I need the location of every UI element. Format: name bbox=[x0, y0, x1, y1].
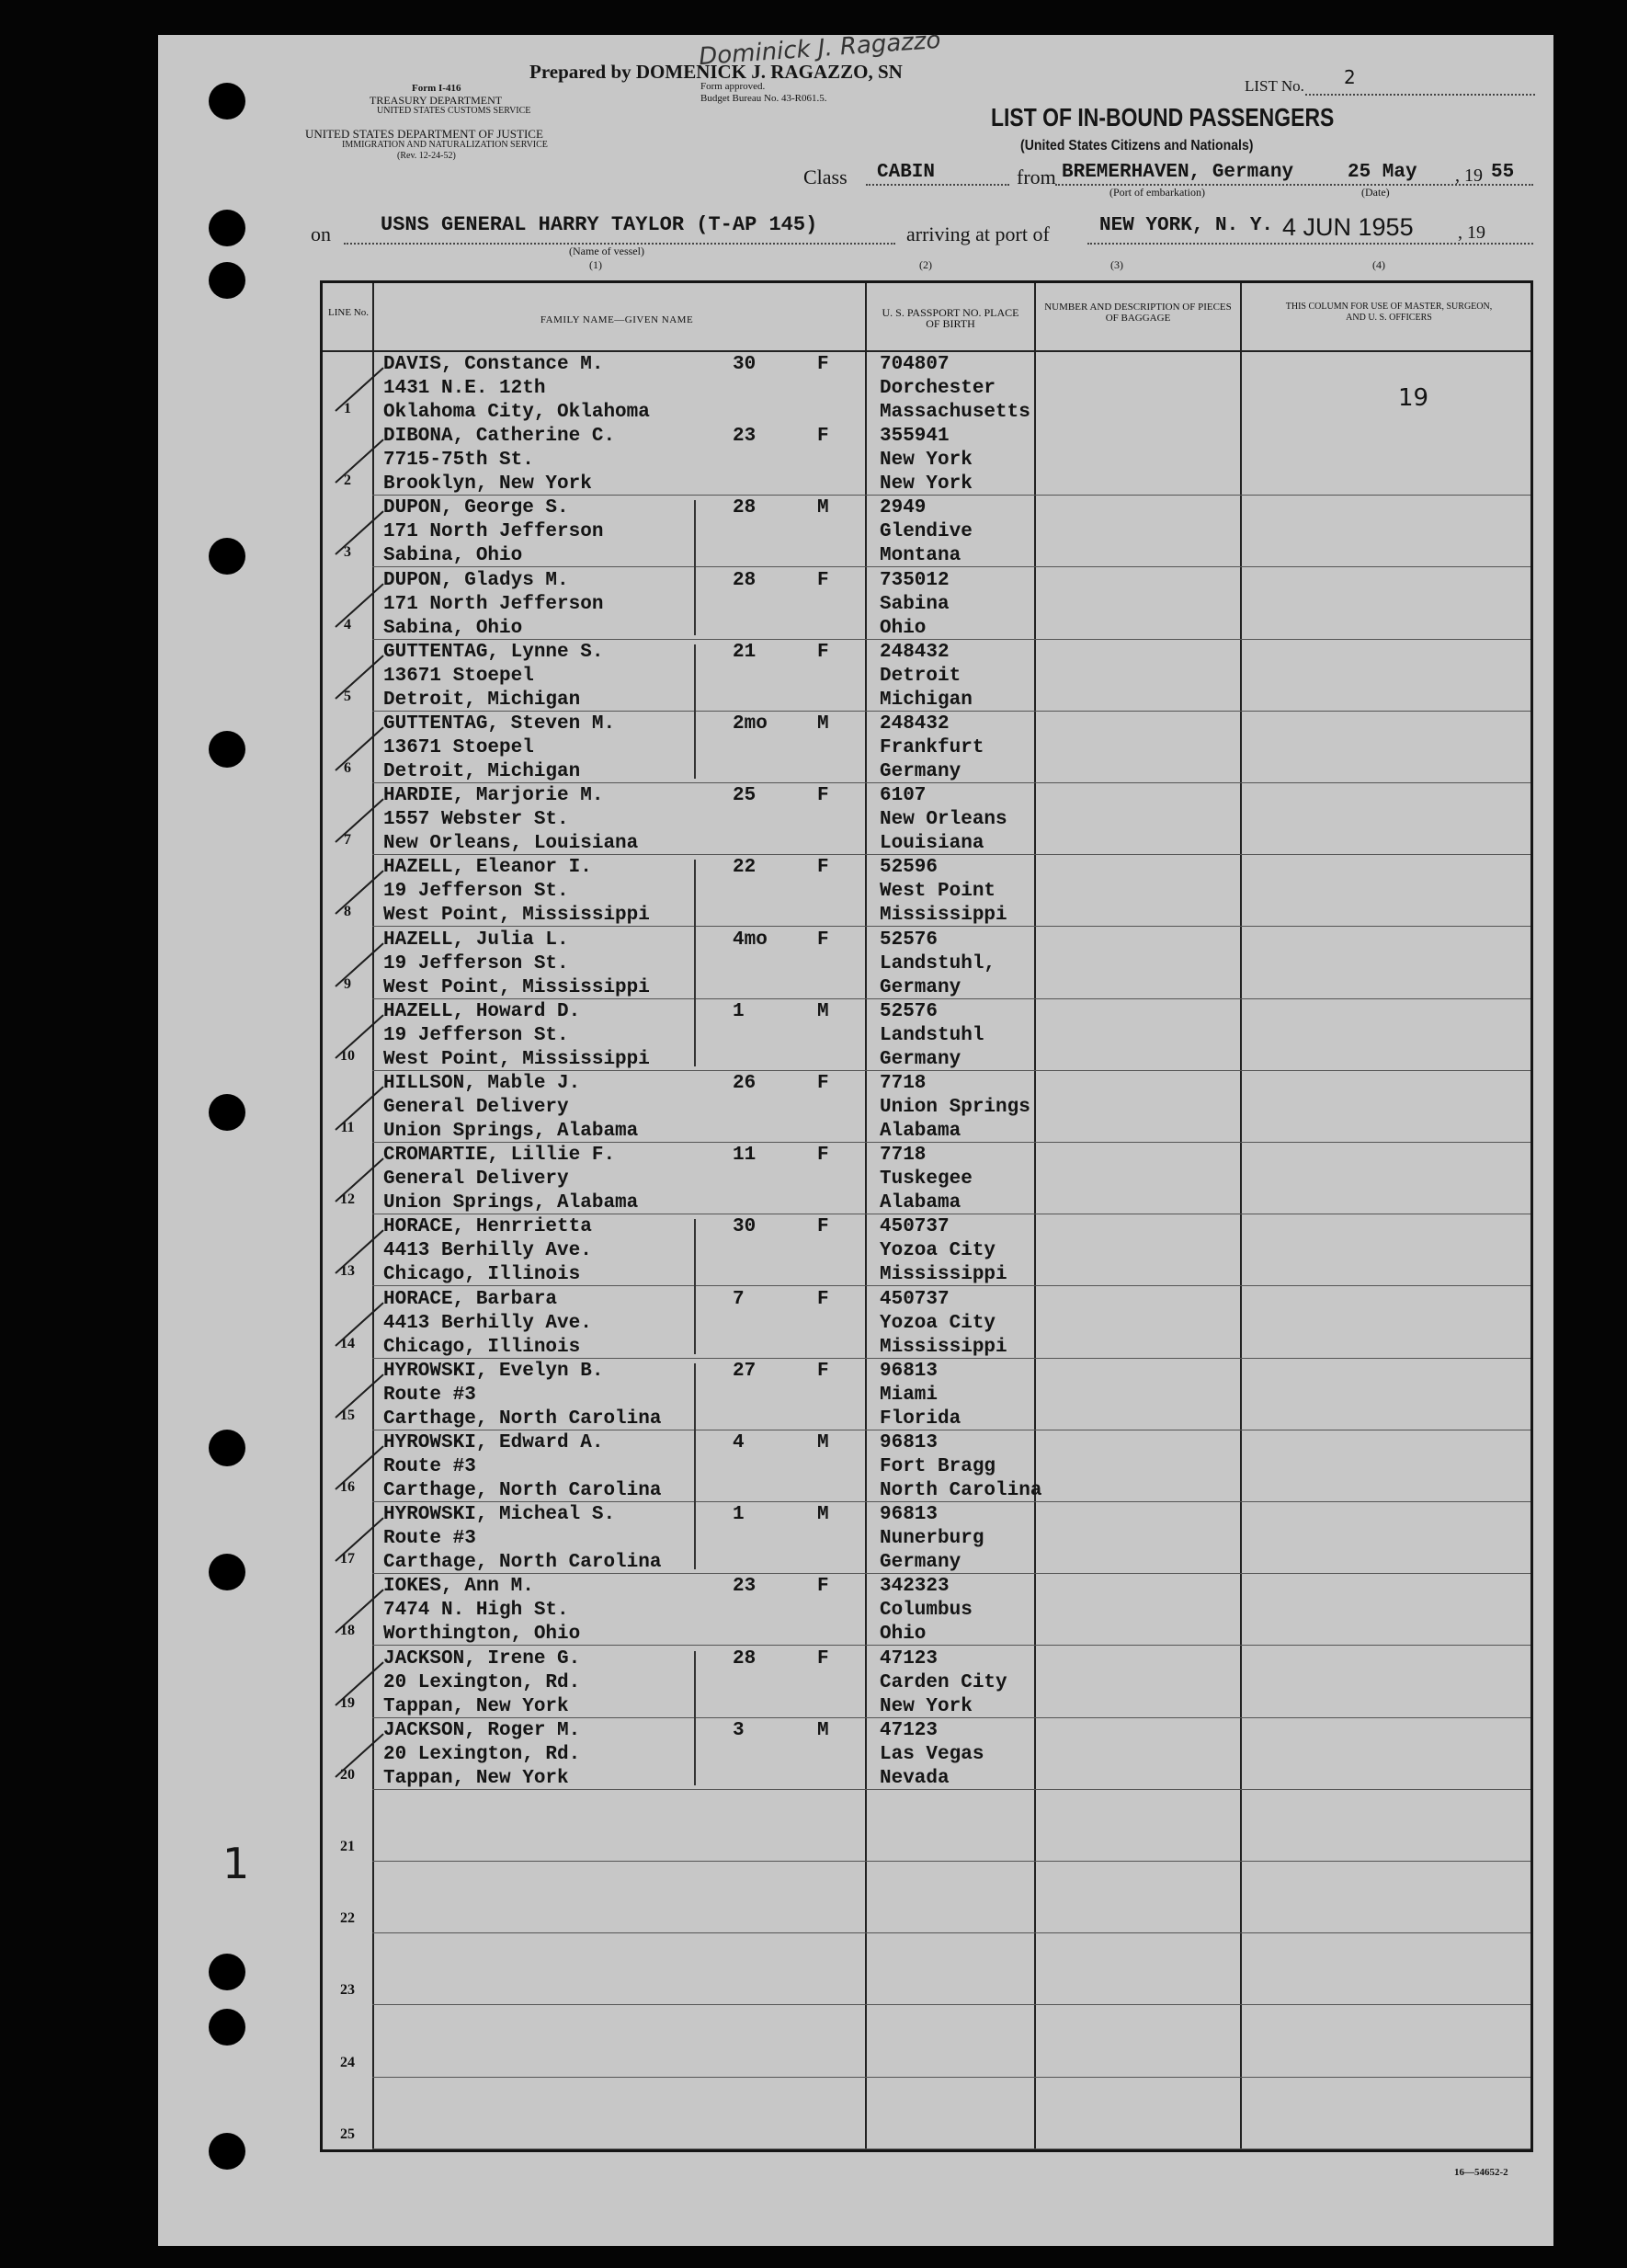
address-line-1: Route #3 bbox=[383, 1528, 476, 1550]
birth-city: Landstuhl, bbox=[880, 952, 996, 974]
line-number: 4 bbox=[344, 616, 351, 633]
passport-number: 96813 bbox=[880, 1504, 939, 1526]
address-line-1: 20 Lexington, Rd. bbox=[383, 1743, 581, 1765]
sex: F bbox=[817, 1216, 829, 1238]
justice-dept: UNITED STATES DEPARTMENT OF JUSTICE bbox=[305, 127, 543, 141]
sex: M bbox=[817, 497, 829, 519]
address-line-2: New Orleans, Louisiana bbox=[383, 833, 639, 855]
passport-number: 704807 bbox=[880, 354, 950, 375]
line-number: 17 bbox=[340, 1551, 355, 1567]
line-number: 18 bbox=[340, 1623, 355, 1639]
address-line-2: West Point, Mississippi bbox=[383, 1048, 650, 1070]
column-number-4: (4) bbox=[1372, 258, 1385, 271]
from-label: from bbox=[1017, 165, 1056, 188]
address-line-1: 13671 Stoepel bbox=[383, 665, 534, 687]
passenger-name: DAVIS, Constance M. bbox=[383, 354, 604, 375]
address-line-2: Brooklyn, New York bbox=[383, 473, 592, 496]
line-number: 16 bbox=[340, 1479, 355, 1495]
form-subtitle: (United States Citizens and Nationals) bbox=[1020, 138, 1254, 154]
address-line-2: Chicago, Illinois bbox=[383, 1264, 581, 1286]
sex: F bbox=[817, 857, 829, 879]
rev-label: (Rev. 12-24-52) bbox=[397, 151, 456, 161]
birth-city: Tuskegee bbox=[880, 1168, 973, 1191]
from-date: 25 May bbox=[1348, 162, 1417, 183]
age: 7 bbox=[733, 1288, 745, 1310]
address-line-2: Detroit, Michigan bbox=[383, 689, 581, 711]
row-divider bbox=[372, 2148, 1530, 2149]
birth-city: Union Springs bbox=[880, 1097, 1030, 1118]
birth-city: Yozoa City bbox=[880, 1240, 996, 1262]
vessel-caption: (Name of vessel) bbox=[569, 245, 644, 257]
family-bracket bbox=[694, 860, 696, 1066]
prepared-by: Prepared by DOMENICK J. RAGAZZO, SN bbox=[529, 61, 903, 83]
age: 28 bbox=[733, 569, 757, 591]
passenger-name: HYROWSKI, Edward A. bbox=[383, 1432, 604, 1453]
birth-state: Massachusetts bbox=[880, 402, 1030, 423]
birth-city: Columbus bbox=[880, 1600, 973, 1622]
punch-hole bbox=[209, 538, 245, 575]
birth-city: Detroit bbox=[880, 665, 961, 687]
age: 23 bbox=[733, 1576, 757, 1598]
line-number: 6 bbox=[344, 760, 351, 776]
address-line-2: West Point, Mississippi bbox=[383, 976, 650, 998]
age: 26 bbox=[733, 1073, 757, 1094]
line-number: 9 bbox=[344, 975, 351, 992]
address-line-1: 13671 Stoepel bbox=[383, 737, 534, 758]
birth-state: Mississippi bbox=[880, 1336, 1007, 1358]
birth-state: Germany bbox=[880, 1552, 961, 1574]
punch-hole bbox=[209, 1430, 245, 1466]
column-divider bbox=[1240, 283, 1242, 2149]
column-divider bbox=[1034, 283, 1036, 2149]
date-caption: (Date) bbox=[1361, 186, 1390, 199]
address-line-2: West Point, Mississippi bbox=[383, 905, 650, 927]
column-divider bbox=[865, 283, 867, 2149]
line-number: 20 bbox=[340, 1766, 355, 1783]
sex: F bbox=[817, 1360, 829, 1382]
family-bracket bbox=[694, 644, 696, 779]
address-line-2: Detroit, Michigan bbox=[383, 761, 581, 782]
birth-state: Louisiana bbox=[880, 833, 984, 855]
ins-label: IMMIGRATION AND NATURALIZATION SERVICE bbox=[342, 140, 548, 150]
family-bracket bbox=[694, 1651, 696, 1785]
birth-city: New Orleans bbox=[880, 809, 1007, 831]
birth-city: West Point bbox=[880, 881, 996, 903]
birth-city: Frankfurt bbox=[880, 737, 984, 758]
passenger-name: HARDIE, Marjorie M. bbox=[383, 785, 604, 807]
passenger-name: HILLSON, Mable J. bbox=[383, 1073, 581, 1094]
line-number: 12 bbox=[340, 1191, 355, 1208]
sex: F bbox=[817, 641, 829, 663]
passenger-name: CROMARTIE, Lillie F. bbox=[383, 1145, 616, 1167]
age: 1 bbox=[733, 1000, 745, 1022]
punch-hole bbox=[209, 731, 245, 768]
birth-city: Nunerburg bbox=[880, 1528, 984, 1550]
punch-hole bbox=[209, 1094, 245, 1131]
birth-state: Alabama bbox=[880, 1192, 961, 1214]
sex: M bbox=[817, 1000, 829, 1022]
birth-state: Mississippi bbox=[880, 1264, 1007, 1286]
family-bracket bbox=[694, 500, 696, 634]
age: 28 bbox=[733, 1647, 757, 1670]
address-line-2: Union Springs, Alabama bbox=[383, 1121, 639, 1142]
age: 28 bbox=[733, 497, 757, 519]
header-divider bbox=[323, 350, 1530, 352]
address-line-2: Carthage, North Carolina bbox=[383, 1552, 662, 1574]
line-number: 2 bbox=[344, 473, 351, 489]
birth-city: Sabina bbox=[880, 593, 950, 615]
address-line-1: 4413 Berhilly Ave. bbox=[383, 1240, 592, 1262]
row-divider bbox=[372, 1861, 1530, 1862]
birth-state: Ohio bbox=[880, 1624, 927, 1646]
birth-state: Florida bbox=[880, 1408, 961, 1430]
address-line-2: Tappan, New York bbox=[383, 1767, 569, 1789]
address-line-2: Sabina, Ohio bbox=[383, 617, 523, 639]
sex: M bbox=[817, 713, 829, 735]
birth-city: Glendive bbox=[880, 521, 973, 543]
line-number: 21 bbox=[340, 1839, 355, 1854]
address-line-1: 20 Lexington, Rd. bbox=[383, 1671, 581, 1693]
passport-number: 2949 bbox=[880, 497, 927, 519]
passport-number: 52576 bbox=[880, 929, 939, 951]
address-line-2: Sabina, Ohio bbox=[383, 545, 523, 567]
row-divider bbox=[372, 1932, 1530, 1933]
header-line-no: LINE No. bbox=[328, 307, 369, 318]
address-line-1: Route #3 bbox=[383, 1384, 476, 1406]
birth-state: Montana bbox=[880, 545, 961, 567]
sex: F bbox=[817, 1647, 829, 1670]
age: 4 bbox=[733, 1432, 745, 1453]
address-line-2: Chicago, Illinois bbox=[383, 1336, 581, 1358]
header-officers: THIS COLUMN FOR USE OF MASTER, SURGEON, AND U. S. OFFICERS bbox=[1285, 302, 1493, 323]
punch-hole bbox=[209, 262, 245, 299]
passenger-name: HORACE, Henrrietta bbox=[383, 1216, 592, 1238]
sex: M bbox=[817, 1504, 829, 1526]
on-label: on bbox=[311, 222, 331, 245]
passport-number: 6107 bbox=[880, 785, 927, 807]
passport-number: 248432 bbox=[880, 713, 950, 735]
punch-hole bbox=[209, 2133, 245, 2170]
address-line-1: 7474 N. High St. bbox=[383, 1600, 569, 1622]
year-prefix: , 19 bbox=[1455, 165, 1483, 186]
age: 27 bbox=[733, 1360, 757, 1382]
age: 11 bbox=[733, 1145, 757, 1167]
passenger-name: DUPON, Gladys M. bbox=[383, 569, 569, 591]
passenger-name: DUPON, George S. bbox=[383, 497, 569, 519]
address-line-1: General Delivery bbox=[383, 1168, 569, 1191]
sex: F bbox=[817, 426, 829, 448]
line-number: 22 bbox=[340, 1910, 355, 1927]
passenger-name: HAZELL, Howard D. bbox=[383, 1000, 581, 1022]
column-divider bbox=[372, 283, 374, 2149]
address-line-1: 171 North Jefferson bbox=[383, 593, 604, 615]
address-line-1: 19 Jefferson St. bbox=[383, 1024, 569, 1046]
passenger-name: DIBONA, Catherine C. bbox=[383, 426, 616, 448]
birth-state: Germany bbox=[880, 976, 961, 998]
line-number: 11 bbox=[340, 1120, 355, 1135]
birth-state: Mississippi bbox=[880, 905, 1007, 927]
line-number: 23 bbox=[340, 1982, 355, 1999]
port-embark-caption: (Port of embarkation) bbox=[1109, 186, 1205, 199]
passport-number: 450737 bbox=[880, 1288, 950, 1310]
list-no: 2 bbox=[1344, 66, 1356, 88]
line-number: 1 bbox=[344, 401, 351, 416]
passport-number: 248432 bbox=[880, 641, 950, 663]
line-number: 13 bbox=[340, 1263, 355, 1280]
passenger-name: HAZELL, Eleanor I. bbox=[383, 857, 592, 879]
birth-state: Michigan bbox=[880, 689, 973, 711]
vessel-name: USNS GENERAL HARRY TAYLOR (T-AP 145) bbox=[381, 213, 818, 236]
age: 21 bbox=[733, 641, 757, 663]
punch-hole bbox=[209, 2009, 245, 2046]
address-line-1: Route #3 bbox=[383, 1456, 476, 1477]
age: 23 bbox=[733, 426, 757, 448]
class-value: CABIN bbox=[877, 162, 936, 183]
address-line-1: 171 North Jefferson bbox=[383, 521, 604, 543]
line-number: 3 bbox=[344, 544, 351, 561]
passenger-name: GUTTENTAG, Steven M. bbox=[383, 713, 616, 735]
officer-note: 19 bbox=[1398, 384, 1429, 412]
birth-state: New York bbox=[880, 1695, 973, 1717]
line-number: 24 bbox=[340, 2054, 355, 2070]
age: 25 bbox=[733, 785, 757, 807]
age: 30 bbox=[733, 354, 757, 375]
sex: F bbox=[817, 1145, 829, 1167]
sex: M bbox=[817, 1719, 829, 1741]
passenger-name: GUTTENTAG, Lynne S. bbox=[383, 641, 604, 663]
passenger-name: HORACE, Barbara bbox=[383, 1288, 558, 1310]
address-line-2: Tappan, New York bbox=[383, 1695, 569, 1717]
age: 3 bbox=[733, 1719, 745, 1741]
row-divider bbox=[372, 2004, 1530, 2005]
birth-state: New York bbox=[880, 473, 973, 496]
birth-state: Nevada bbox=[880, 1767, 950, 1789]
line-number: 15 bbox=[340, 1407, 355, 1423]
passport-number: 450737 bbox=[880, 1216, 950, 1238]
passport-number: 342323 bbox=[880, 1576, 950, 1598]
line-number: 14 bbox=[340, 1335, 355, 1351]
arriving-label: arriving at port of bbox=[906, 222, 1050, 245]
passport-number: 7718 bbox=[880, 1073, 927, 1094]
passenger-name: HAZELL, Julia L. bbox=[383, 929, 569, 951]
age: 22 bbox=[733, 857, 757, 879]
footer-code: 16—54652-2 bbox=[1454, 2167, 1508, 2178]
sex: F bbox=[817, 569, 829, 591]
birth-state: Ohio bbox=[880, 617, 927, 639]
punch-hole bbox=[209, 1954, 245, 1990]
column-number-2: (2) bbox=[919, 258, 932, 271]
line-number: 19 bbox=[340, 1694, 355, 1711]
family-bracket bbox=[694, 1363, 696, 1570]
header-passport: U. S. PASSPORT NO. PLACE OF BIRTH bbox=[882, 306, 1019, 330]
customs-service: UNITED STATES CUSTOMS SERVICE bbox=[377, 106, 531, 116]
sex: F bbox=[817, 929, 829, 951]
passenger-name: JACKSON, Irene G. bbox=[383, 1647, 581, 1670]
line-number: 10 bbox=[340, 1047, 355, 1064]
passenger-name: HYROWSKI, Micheal S. bbox=[383, 1504, 616, 1526]
birth-city: Fort Bragg bbox=[880, 1456, 996, 1477]
row-divider bbox=[372, 2077, 1530, 2078]
punch-hole bbox=[209, 210, 245, 246]
budget-bureau: Budget Bureau No. 43-R061.5. bbox=[700, 93, 827, 104]
family-bracket bbox=[694, 1219, 696, 1353]
birth-state: Germany bbox=[880, 761, 961, 782]
birth-city: Yozoa City bbox=[880, 1312, 996, 1334]
signature: Dominick J. Ragazzo bbox=[698, 26, 942, 72]
birth-city: Miami bbox=[880, 1384, 939, 1406]
sex: F bbox=[817, 785, 829, 807]
passport-number: 96813 bbox=[880, 1360, 939, 1382]
birth-city: Las Vegas bbox=[880, 1743, 984, 1765]
age: 4mo bbox=[733, 929, 768, 951]
form-title: LIST OF IN-BOUND PASSENGERS bbox=[991, 103, 1335, 131]
punch-hole bbox=[209, 1554, 245, 1590]
class-label: Class bbox=[803, 165, 848, 188]
arrival-line bbox=[1087, 243, 1533, 245]
passport-number: 355941 bbox=[880, 426, 950, 448]
address-line-1: 1557 Webster St. bbox=[383, 809, 569, 831]
passport-number: 735012 bbox=[880, 569, 950, 591]
address-line-2: Union Springs, Alabama bbox=[383, 1192, 639, 1214]
arrival-year-suffix: , 19 bbox=[1458, 222, 1485, 243]
birth-state: North Carolina bbox=[880, 1480, 1042, 1501]
sex: M bbox=[817, 1432, 829, 1453]
birth-state: Alabama bbox=[880, 1121, 961, 1142]
year-value: 55 bbox=[1491, 162, 1515, 183]
column-number-1: (1) bbox=[589, 258, 602, 271]
address-line-1: 19 Jefferson St. bbox=[383, 881, 569, 903]
address-line-1: 1431 N.E. 12th bbox=[383, 378, 546, 399]
sex: F bbox=[817, 1288, 829, 1310]
from-value: BREMERHAVEN, Germany bbox=[1062, 162, 1294, 183]
treasury-dept: TREASURY DEPARTMENT bbox=[370, 94, 503, 107]
birth-state: Germany bbox=[880, 1048, 961, 1070]
birth-city: Dorchester bbox=[880, 378, 996, 399]
passport-number: 96813 bbox=[880, 1432, 939, 1453]
passport-number: 52576 bbox=[880, 1000, 939, 1022]
address-line-2: Carthage, North Carolina bbox=[383, 1408, 662, 1430]
passport-number: 47123 bbox=[880, 1647, 939, 1670]
address-line-2: Worthington, Ohio bbox=[383, 1624, 581, 1646]
passport-number: 7718 bbox=[880, 1145, 927, 1167]
address-line-1: 7715-75th St. bbox=[383, 450, 534, 472]
sex: F bbox=[817, 1576, 829, 1598]
passenger-table bbox=[320, 280, 1533, 2152]
form-id: Form I-416 bbox=[412, 83, 461, 94]
arrival-date-stamp: 4 JUN 1955 bbox=[1282, 213, 1414, 241]
header-family-name: FAMILY NAME—GIVEN NAME bbox=[540, 314, 694, 325]
row-divider bbox=[372, 639, 1530, 640]
passenger-name: JACKSON, Roger M. bbox=[383, 1719, 581, 1741]
class-line bbox=[866, 184, 1009, 186]
address-line-1: 19 Jefferson St. bbox=[383, 952, 569, 974]
line-number: 5 bbox=[344, 688, 351, 704]
arrival-port: NEW YORK, N. Y. bbox=[1099, 215, 1274, 236]
list-no-label: LIST No. bbox=[1245, 77, 1304, 95]
age: 30 bbox=[733, 1216, 757, 1238]
sex: F bbox=[817, 1073, 829, 1094]
passport-number: 47123 bbox=[880, 1719, 939, 1741]
margin-mark: 1 bbox=[222, 1839, 250, 1888]
line-number: 25 bbox=[340, 2126, 355, 2142]
birth-city: Carden City bbox=[880, 1671, 1007, 1693]
address-line-1: General Delivery bbox=[383, 1097, 569, 1118]
passenger-name: IOKES, Ann M. bbox=[383, 1576, 534, 1598]
form-approved: Form approved. bbox=[700, 81, 766, 92]
address-line-1: 4413 Berhilly Ave. bbox=[383, 1312, 592, 1334]
birth-city: New York bbox=[880, 450, 973, 472]
header-baggage: NUMBER AND DESCRIPTION OF PIECES OF BAGGAGE bbox=[1044, 302, 1232, 324]
passenger-name: HYROWSKI, Evelyn B. bbox=[383, 1360, 604, 1382]
birth-city: Landstuhl bbox=[880, 1024, 984, 1046]
line-number: 7 bbox=[344, 832, 351, 849]
age: 2mo bbox=[733, 713, 768, 735]
address-line-2: Oklahoma City, Oklahoma bbox=[383, 402, 650, 423]
punch-hole bbox=[209, 83, 245, 120]
column-number-3: (3) bbox=[1110, 258, 1123, 271]
passport-number: 52596 bbox=[880, 857, 939, 879]
list-no-line bbox=[1305, 94, 1535, 96]
line-number: 8 bbox=[344, 904, 351, 920]
age: 1 bbox=[733, 1504, 745, 1526]
address-line-2: Carthage, North Carolina bbox=[383, 1480, 662, 1501]
sex: F bbox=[817, 354, 829, 375]
